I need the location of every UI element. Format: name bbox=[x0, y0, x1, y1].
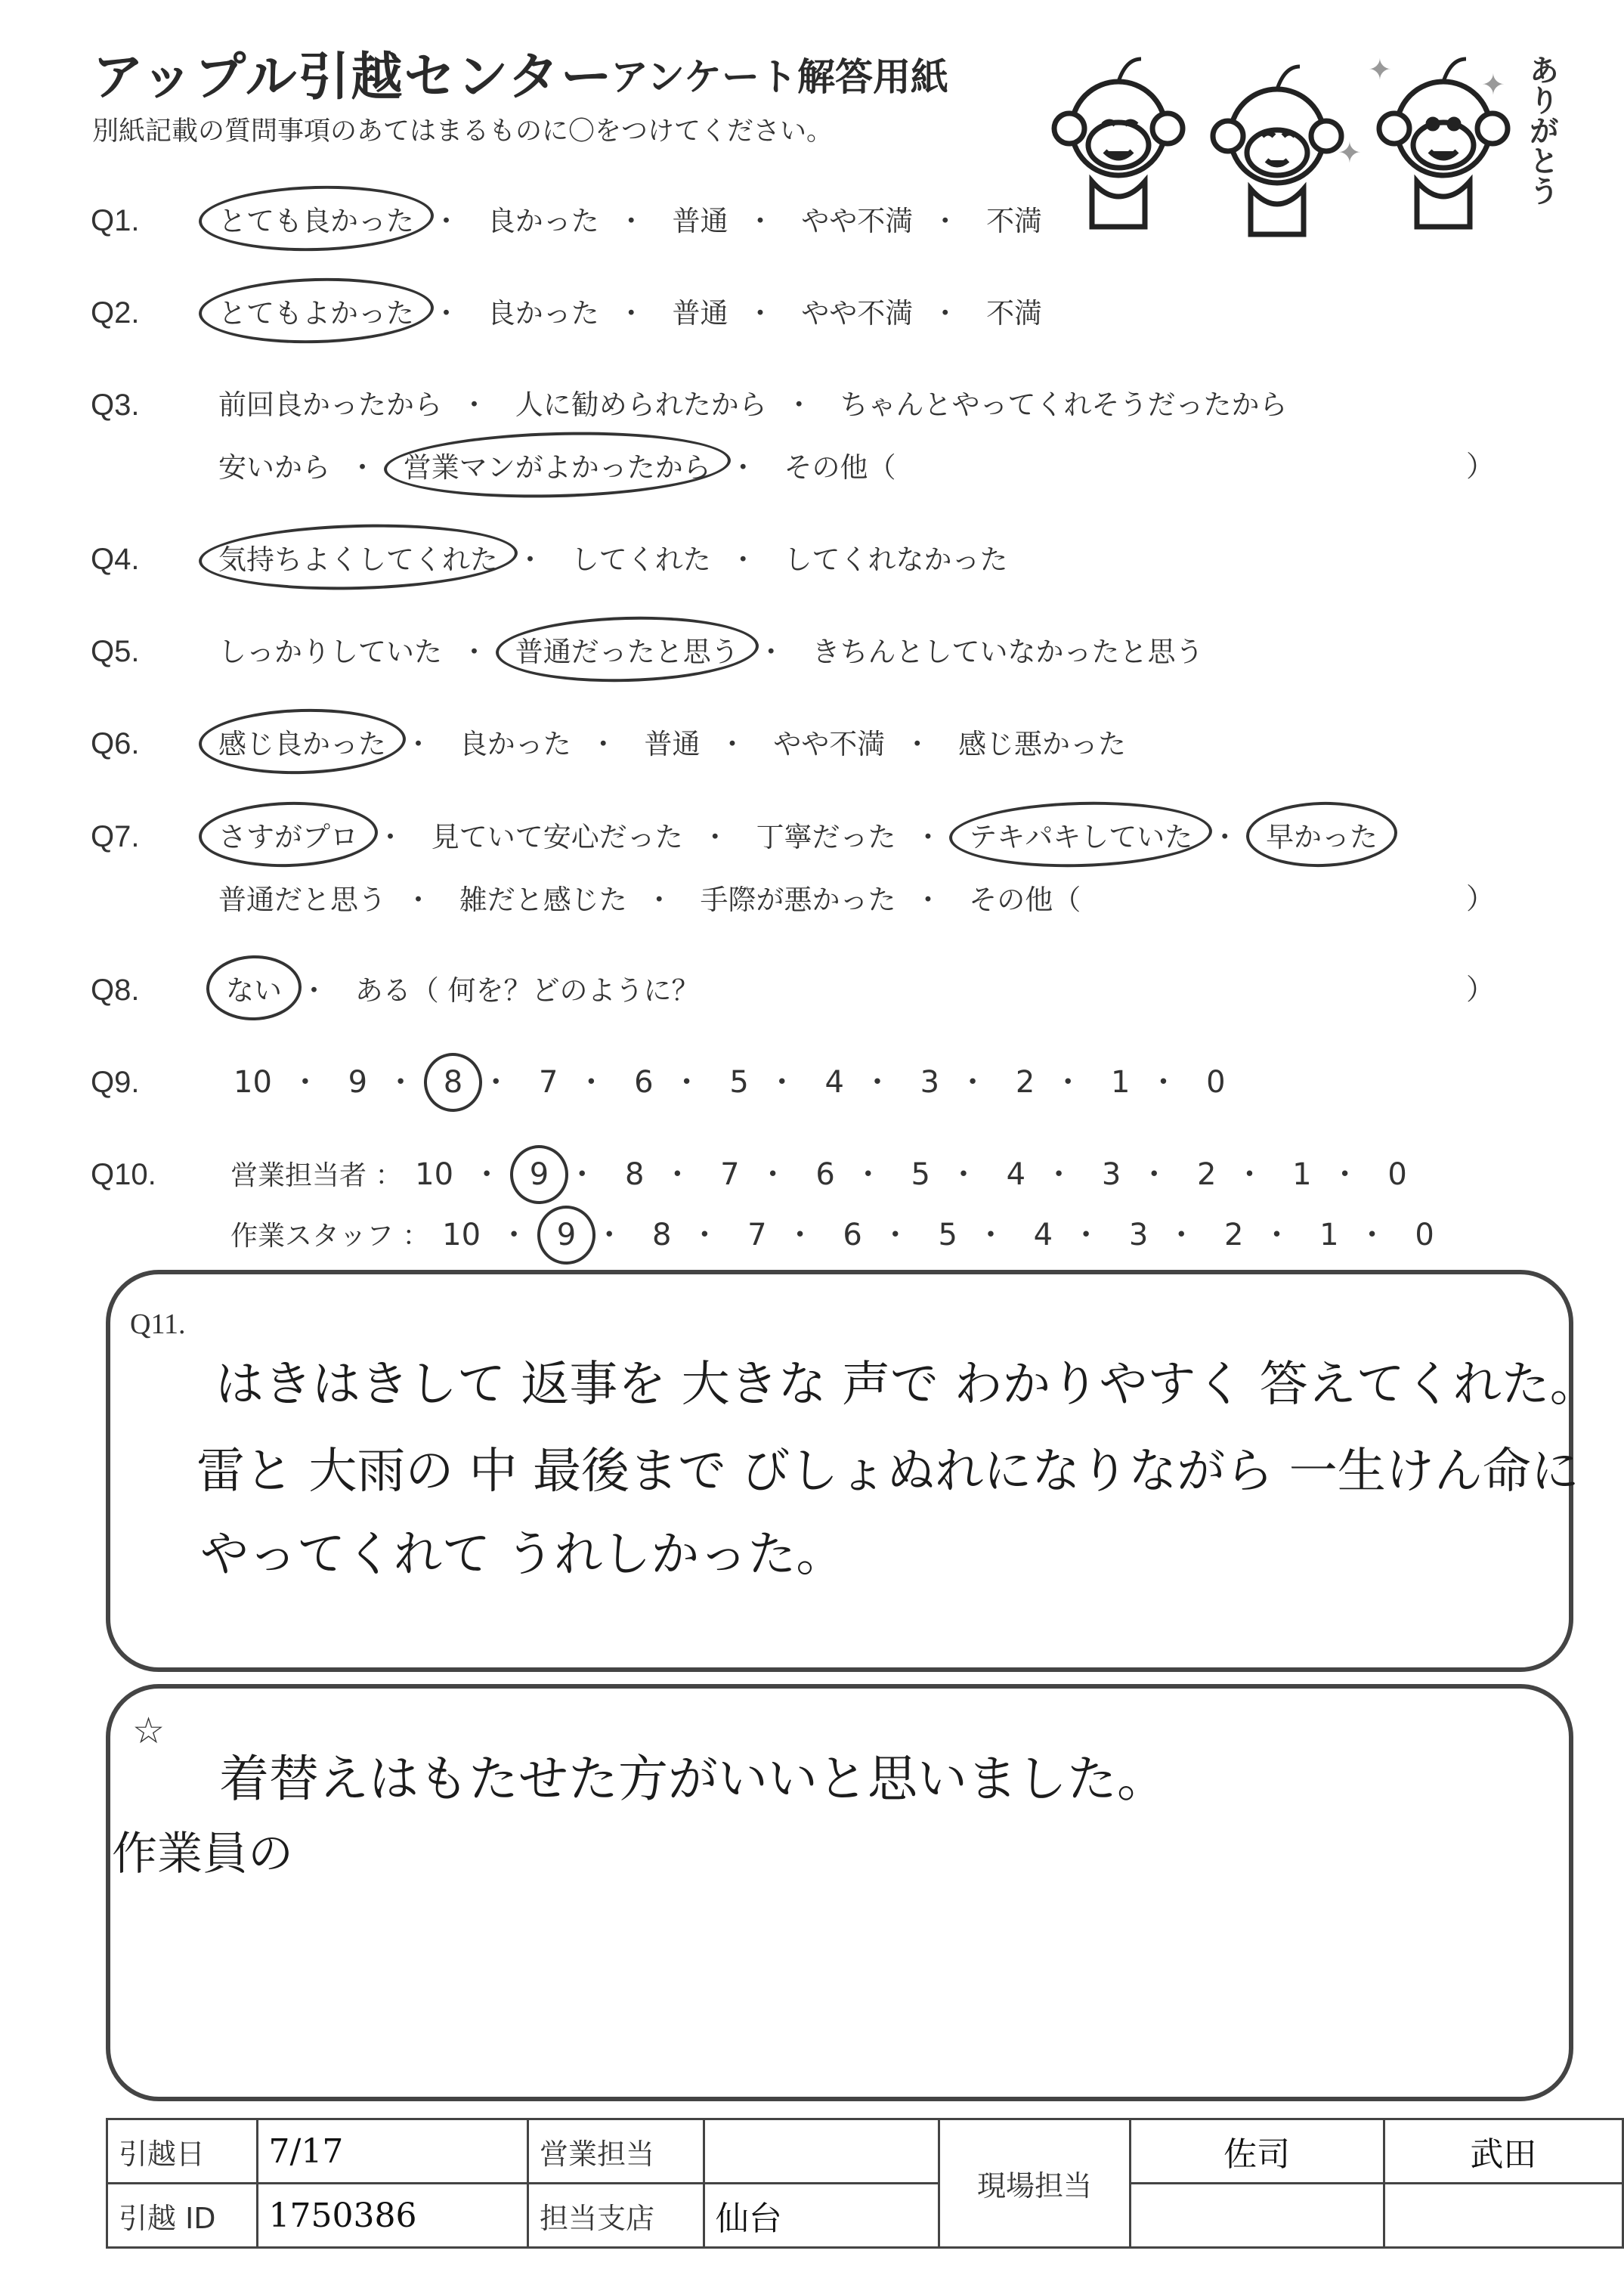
q10-sales-row: 営業担当者 ： 10 ・ 9 ・ 8 ・ 7 ・ 6 ・ 5 ・ 4 ・ 3 ・ 2 ・ 1 ・ 0 bbox=[230, 1150, 1410, 1193]
move-date-label: 引越日 bbox=[107, 2119, 258, 2184]
monkey-icon bbox=[1213, 67, 1341, 234]
q3-option[interactable]: 安いから bbox=[218, 451, 330, 484]
q7-option-selected[interactable]: さすがプロ bbox=[215, 814, 361, 855]
q9-score[interactable]: 10 bbox=[234, 1065, 272, 1100]
sales-value[interactable] bbox=[704, 2119, 939, 2184]
q7-label: Q7. bbox=[91, 820, 140, 853]
q6-option[interactable]: 感じ悪かった bbox=[958, 728, 1127, 760]
q5-option[interactable]: きちんとしていなかったと思う bbox=[812, 636, 1204, 668]
sparkle-icon: ✦ bbox=[1481, 68, 1505, 101]
star-comment-line: 作業員の bbox=[112, 1828, 293, 1881]
q7-option[interactable]: 手際が悪かった bbox=[700, 884, 896, 916]
q1-option[interactable]: 不満 bbox=[986, 205, 1043, 237]
q9-score[interactable]: 2 bbox=[1015, 1065, 1035, 1100]
q10-staff-score[interactable]: 3 bbox=[1128, 1218, 1149, 1252]
q1-option-selected[interactable]: とても良かった bbox=[215, 198, 417, 239]
q10-sales-score[interactable]: 3 bbox=[1101, 1157, 1121, 1192]
q4-options: 気持ちよくしてくれた ・ してくれた ・ してくれなかった bbox=[215, 537, 1011, 577]
q9-score[interactable]: 3 bbox=[920, 1065, 940, 1100]
q10-sales-score-selected[interactable]: 9 bbox=[527, 1157, 552, 1192]
q9-label: Q9. bbox=[91, 1066, 140, 1099]
q1-option[interactable]: 良かった bbox=[487, 205, 599, 237]
q8-options: ない ・ ある（ 何を？どのように？ bbox=[223, 967, 703, 1008]
q10-sales-score[interactable]: 4 bbox=[1006, 1157, 1026, 1192]
move-date-value[interactable]: 7/17 bbox=[257, 2119, 527, 2184]
q1-option[interactable]: 普通 bbox=[672, 205, 728, 237]
q6-label: Q6. bbox=[91, 727, 140, 760]
sparkle-icon: ✦ bbox=[1338, 136, 1362, 169]
q6-option-selected[interactable]: 感じ良かった bbox=[215, 721, 389, 762]
instruction-text: 別紙記載の質問事項のあてはまるものに〇をつけてください。 bbox=[92, 116, 834, 147]
q10-staff-row: 作業スタッフ ： 10 ・ 9 ・ 8 ・ 7 ・ 6 ・ 5 ・ 4 ・ 3 ・ 2 ・ 1 ・ 0 bbox=[230, 1211, 1437, 1254]
star-comment-line: 着替えはもたせた方がいいと思いました。 bbox=[219, 1750, 1167, 1808]
q7-option-selected[interactable]: 早かった bbox=[1263, 814, 1381, 855]
q1-option[interactable]: やや不満 bbox=[801, 205, 914, 237]
q3-option-selected[interactable]: 営業マンがよかったから bbox=[401, 444, 714, 485]
q2-option[interactable]: 不満 bbox=[986, 297, 1043, 330]
q10-staff-score[interactable]: 10 bbox=[442, 1218, 481, 1252]
q9-score[interactable]: 7 bbox=[538, 1065, 558, 1100]
q10-label: Q10. bbox=[91, 1158, 156, 1191]
q11-comment-line: はきはきして 返事を 大きな 声で わかりやすく 答えてくれた。 bbox=[215, 1357, 1598, 1413]
q7-option[interactable]: 見ていて安心だった bbox=[431, 821, 683, 853]
q7-option-other[interactable]: その他（ bbox=[969, 884, 1081, 916]
star-icon: ☆ bbox=[132, 1711, 165, 1751]
move-id-value[interactable]: 1750386 bbox=[257, 2184, 527, 2248]
q2-options: とてもよかった ・ 良かった ・ 普通 ・ やや不満 ・ 不満 bbox=[215, 290, 1045, 331]
footer-info-table bbox=[106, 2118, 1624, 2249]
form-subtitle: アンケート解答用紙 bbox=[611, 55, 948, 99]
q3-label: Q3. bbox=[91, 389, 140, 422]
q9-score-selected[interactable]: 8 bbox=[441, 1065, 466, 1100]
q5-option[interactable]: しっかりしていた bbox=[218, 636, 442, 668]
monkey-icon bbox=[1054, 59, 1183, 227]
q2-label: Q2. bbox=[91, 296, 140, 330]
q10-sales-score[interactable]: 0 bbox=[1387, 1157, 1407, 1192]
q10-staff-score[interactable]: 1 bbox=[1319, 1218, 1339, 1252]
form-title: アップル引越センター bbox=[92, 48, 614, 107]
q10-staff-label: 作業スタッフ ： bbox=[230, 1221, 430, 1252]
q10-sales-label: 営業担当者 ： bbox=[230, 1160, 403, 1191]
q10-staff-score[interactable]: 6 bbox=[843, 1218, 862, 1252]
q2-option-selected[interactable]: とてもよかった bbox=[215, 290, 417, 331]
q10-sales-score[interactable]: 7 bbox=[720, 1157, 740, 1192]
q11-label: Q11. bbox=[130, 1308, 186, 1340]
q5-options: しっかりしていた ・ 普通だったと思う ・ きちんとしていなかったと思う bbox=[215, 629, 1207, 670]
q10-sales-score[interactable]: 2 bbox=[1197, 1157, 1217, 1192]
q9-score[interactable]: 4 bbox=[824, 1065, 844, 1100]
sales-label: 営業担当 bbox=[527, 2119, 704, 2184]
move-id-label: 引越 ID bbox=[107, 2184, 258, 2248]
q11-comment-line: やってくれて うれしかった。 bbox=[200, 1527, 845, 1583]
q10-sales-score[interactable]: 8 bbox=[624, 1157, 645, 1192]
q4-option-selected[interactable]: 気持ちよくしてくれた bbox=[215, 537, 501, 577]
q10-sales-score[interactable]: 1 bbox=[1292, 1157, 1312, 1192]
q10-staff-score[interactable]: 5 bbox=[938, 1218, 957, 1252]
q4-label: Q4. bbox=[91, 543, 140, 576]
q5-label: Q5. bbox=[91, 635, 140, 668]
q11-comment-line: 雷と 大雨の 中 最後まで びしょぬれになりながら 一生けん命に bbox=[196, 1444, 1579, 1500]
q2-option[interactable]: 普通 bbox=[672, 297, 728, 330]
q6-option[interactable]: やや不満 bbox=[773, 728, 886, 760]
q3-option-other[interactable]: その他（ bbox=[784, 451, 896, 484]
q7-option[interactable]: 普通だと思う bbox=[218, 884, 386, 916]
q7-option[interactable]: 雑だと感じた bbox=[459, 884, 627, 916]
q7-options-line1: さすがプロ ・ 見ていて安心だった ・ 丁寧だった ・ テキパキしていた ・ 早かった bbox=[215, 814, 1381, 855]
q3-option[interactable]: ちゃんとやってくれそうだったから bbox=[840, 389, 1288, 421]
q10-staff-score-selected[interactable]: 9 bbox=[554, 1218, 579, 1252]
branch-value[interactable]: 仙台 bbox=[704, 2184, 939, 2248]
q4-option[interactable]: してくれた bbox=[571, 543, 711, 576]
q5-option-selected[interactable]: 普通だったと思う bbox=[512, 629, 742, 670]
q6-option[interactable]: 良かった bbox=[459, 728, 571, 760]
q2-option[interactable]: やや不満 bbox=[801, 297, 914, 330]
site-label: 現場担当 bbox=[939, 2119, 1130, 2248]
q3-options-line2: 安いから ・ 営業マンがよかったから ・ その他（ bbox=[215, 444, 899, 485]
sparkle-icon: ✦ bbox=[1368, 53, 1392, 86]
q7-option-selected[interactable]: テキパキしていた bbox=[966, 814, 1196, 855]
q9-score[interactable]: 6 bbox=[634, 1065, 654, 1100]
branch-label: 担当支店 bbox=[527, 2184, 704, 2248]
q3-option[interactable]: 前回良かったから bbox=[218, 389, 442, 421]
q6-option[interactable]: 普通 bbox=[644, 728, 701, 760]
q9-score[interactable]: 9 bbox=[348, 1065, 368, 1100]
q10-sales-score[interactable]: 6 bbox=[815, 1157, 835, 1192]
q3-close-paren: ） bbox=[1466, 450, 1496, 483]
q8-label: Q8. bbox=[91, 974, 140, 1007]
q8-close-paren: ） bbox=[1466, 973, 1496, 1006]
q7-options-line2: 普通だと思う ・ 雑だと感じた ・ 手際が悪かった ・ その他（ bbox=[215, 877, 1084, 918]
site-staff-1[interactable]: 佐司 bbox=[1130, 2119, 1384, 2184]
q9-score[interactable]: 0 bbox=[1206, 1065, 1226, 1100]
site-staff-2[interactable]: 武田 bbox=[1384, 2119, 1622, 2184]
q9-score[interactable]: 1 bbox=[1111, 1065, 1131, 1100]
q4-option[interactable]: してくれなかった bbox=[784, 543, 1008, 576]
q1-options: とても良かった ・ 良かった ・ 普通 ・ やや不満 ・ 不満 bbox=[215, 198, 1045, 239]
q10-staff-score[interactable]: 8 bbox=[651, 1218, 672, 1252]
q10-staff-score[interactable]: 4 bbox=[1033, 1218, 1053, 1252]
q8-option-selected[interactable]: ない bbox=[223, 967, 285, 1008]
q3-option[interactable]: 人に勧められたから bbox=[515, 389, 767, 421]
thanks-text: ありがとう bbox=[1524, 54, 1559, 206]
q10-sales-score[interactable]: 10 bbox=[415, 1157, 454, 1192]
q9-scale: 10 ・ 9 ・ 8 ・ 7 ・ 6 ・ 5 ・ 4 ・ 3 ・ 2 ・ 1 ・ 0 bbox=[230, 1058, 1229, 1101]
site-staff-extra[interactable] bbox=[1130, 2184, 1384, 2248]
q7-option[interactable]: 丁寧だった bbox=[756, 821, 896, 853]
q1-label: Q1. bbox=[91, 204, 140, 237]
q10-sales-score[interactable]: 5 bbox=[911, 1157, 930, 1192]
q6-options: 感じ良かった ・ 良かった ・ 普通 ・ やや不満 ・ 感じ悪かった bbox=[215, 721, 1129, 762]
q10-staff-score[interactable]: 2 bbox=[1224, 1218, 1244, 1252]
q9-score[interactable]: 5 bbox=[729, 1065, 749, 1100]
q10-staff-score[interactable]: 7 bbox=[747, 1218, 767, 1252]
q3-options-line1: 前回良かったから ・ 人に勧められたから ・ ちゃんとやってくれそうだったから bbox=[215, 382, 1291, 423]
site-staff-extra[interactable] bbox=[1384, 2184, 1622, 2248]
q7-close-paren: ） bbox=[1466, 882, 1496, 915]
q8-option[interactable]: ある（ 何を？どのように？ bbox=[354, 974, 700, 1007]
q2-option[interactable]: 良かった bbox=[487, 297, 599, 330]
q10-staff-score[interactable]: 0 bbox=[1415, 1218, 1434, 1252]
